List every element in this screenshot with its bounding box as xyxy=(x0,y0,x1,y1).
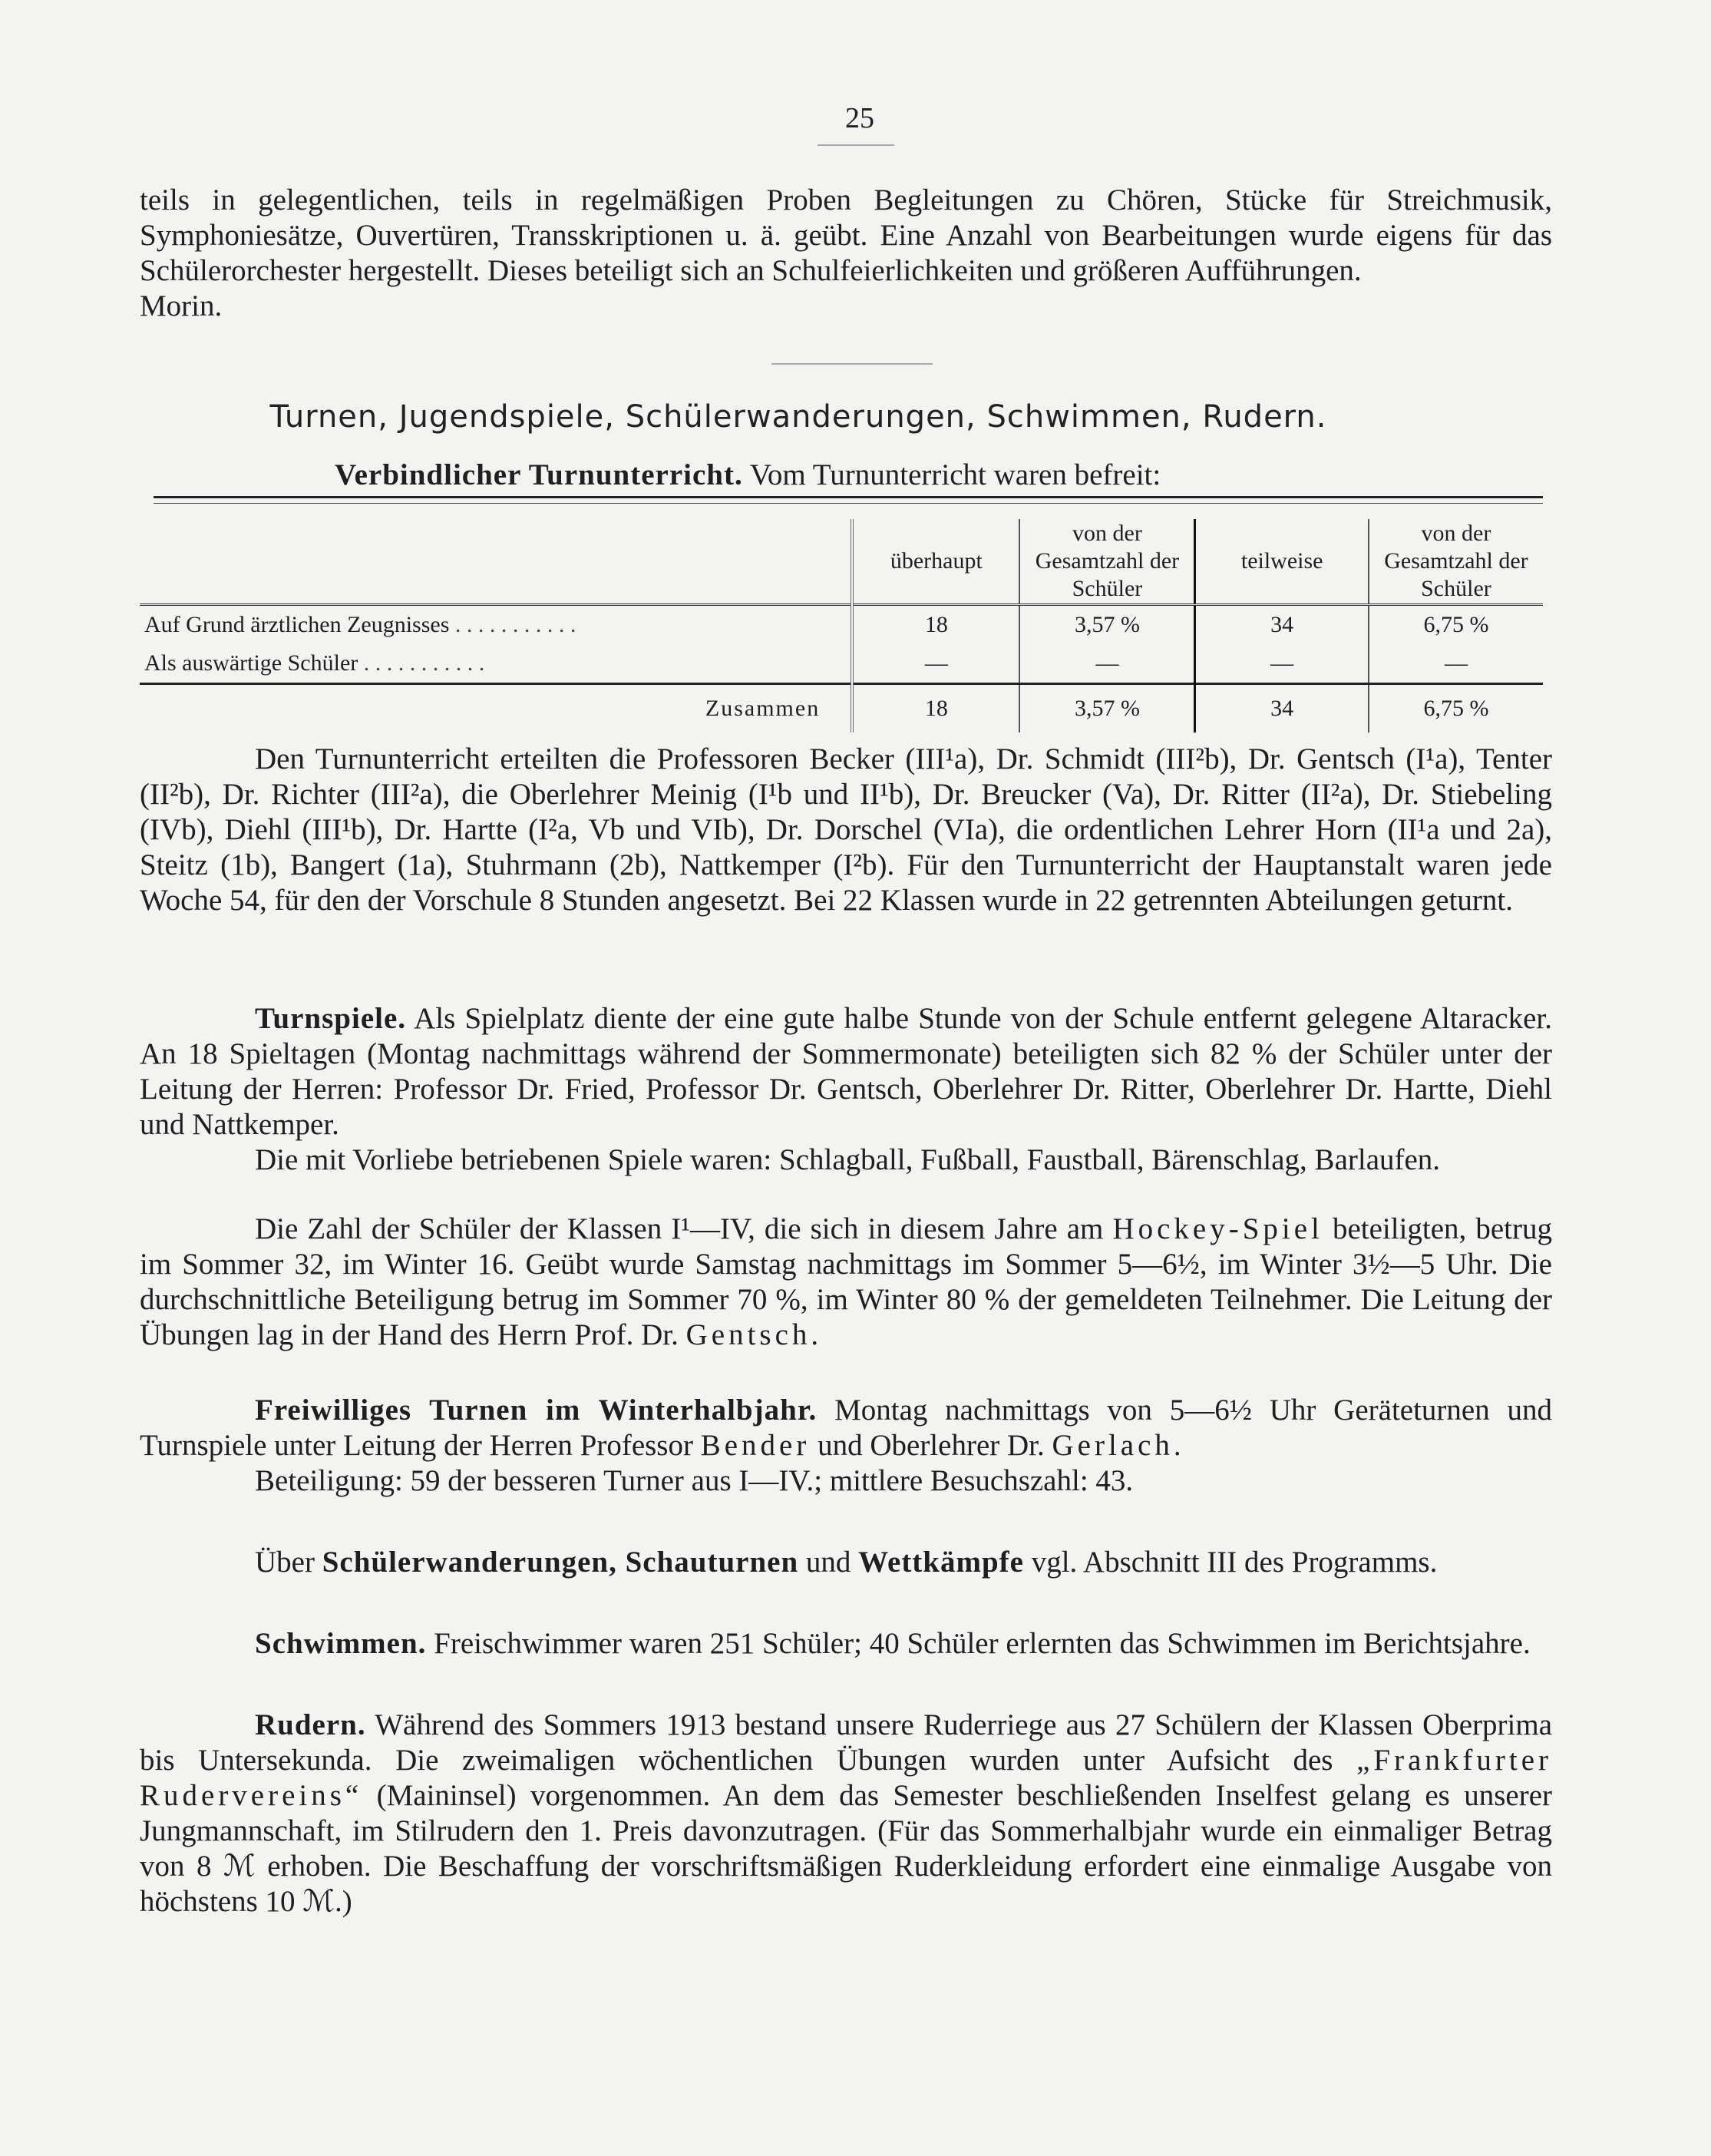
mandatory-text: Vom Turnunterricht waren befreit: xyxy=(749,458,1161,491)
table-total-row xyxy=(140,684,1543,733)
row-club: „Frankfurter Rudervereins“ xyxy=(140,1744,1552,1812)
hockey-term: Hockey-Spiel xyxy=(1112,1212,1323,1245)
voluntary-bender: Bender xyxy=(700,1429,811,1462)
table-cell: 34 xyxy=(1195,684,1369,733)
table-header-label xyxy=(140,519,852,605)
games-paragraph xyxy=(140,1001,1552,1178)
table-row xyxy=(140,605,1543,645)
swim-text: Freischwimmer waren 251 Schüler; 40 Schüler erlernten das Schwimmen im Berichtsjahre. xyxy=(434,1627,1531,1660)
table-row-label: Als auswärtige Schüler . . . xyxy=(140,644,852,684)
row-text-b: (Maininsel) vorgenommen. An dem das Semester beschließenden Inselfest gelang es unserer Jungmannschaft, im Stilrudern den 1. Preis davonzutragen. (Für das Sommerhalbjahr wurde ein einmaliger Betrag von 8 ℳ erhoben. Die Beschaffung der vorschriftsmäßigen Ruderkleidung erfordert eine einmalige Ausgabe von höchstens 10 ℳ.) xyxy=(140,1779,1552,1918)
swim-title: Schwimmen. xyxy=(255,1627,427,1660)
voluntary-participation: Beteiligung: 59 der besseren Turner aus I—IV.; mittlere Besuchszahl: 43. xyxy=(255,1464,1134,1497)
voluntary-text-b: und Oberlehrer Dr. xyxy=(818,1429,1045,1462)
hockey-paragraph xyxy=(140,1212,1552,1353)
hockey-text-b: beteiligten, betrug im Sommer 32, im Winter 16. Geübt wurde Samstag nachmittags im Sommer 5—6½, im Winter 3½—5 Uhr. Die durchschnittliche Beteiligung betrug im Sommer 70 %, im Winter 80 % der gemeldeten Teilnehmer. Die Leitung der Übungen lag in der Hand des Herrn Prof. Dr. xyxy=(140,1212,1552,1351)
table-cell: — xyxy=(1019,644,1195,684)
table-cell: 34 xyxy=(1195,605,1369,645)
table-cell: 3,57 % xyxy=(1019,605,1195,645)
wander-mid: und xyxy=(805,1546,851,1579)
table-cell: — xyxy=(1369,644,1543,684)
hockey-leader: Gentsch. xyxy=(685,1318,823,1351)
table-header-share-2: von der Gesamtzahl der Schüler xyxy=(1369,519,1543,605)
table-header-row xyxy=(140,519,1543,605)
table-top-rule xyxy=(154,496,1543,498)
mandatory-heading xyxy=(154,458,1535,492)
row-title: Rudern. xyxy=(255,1708,366,1741)
wander-post: vgl. Abschnitt III des Programms. xyxy=(1031,1546,1438,1579)
wander-title-2: Wettkämpfe xyxy=(858,1546,1024,1579)
row-text-a: Während des Sommers 1913 bestand unsere Ruderriege aus 27 Schülern der Klassen Oberprima bis Untersekunda. Die zweimaligen wöchentlichen Übungen wurden unter Aufsicht des xyxy=(140,1708,1552,1777)
mandatory-title: Verbindlicher Turnunterricht. xyxy=(335,458,743,491)
page-number-rule xyxy=(818,144,894,146)
voluntary-paragraph xyxy=(140,1393,1552,1499)
table-cell: 3,57 % xyxy=(1019,684,1195,733)
table-cell: — xyxy=(852,644,1019,684)
voluntary-text-a: Montag nachmittags von 5—6½ Uhr Geräteturnen und Turnspiele unter Leitung der Herren Professor xyxy=(140,1394,1553,1462)
table-cell: 18 xyxy=(852,605,1019,645)
teachers-text: Den Turnunterricht erteilten die Professoren Becker (III¹a), Dr. Schmidt (III²b), Dr. Gentsch (I¹a), Tenter (II²b), Dr. Richter (III²a), die Oberlehrer Meinig (I¹b und II¹b), Dr. Breucker (Va), Dr. Ritter (II²a), Dr. Stiebeling (IVb), Diehl (III¹b), Dr. Hartte (I²a, Vb und VIb), Dr. Dorschel (VIa), die ordentlichen Lehrer Horn (II¹a und 2a), Steitz (1b), Bangert (1a), Stuhrmann (2b), Nattkemper (I²b). Für den Turnunterricht der Hauptanstalt waren jede Woche 54, für den der Vorschule 8 Stunden angesetzt. Bei 22 Klassen wurde in 22 getrennten Abteilungen geturnt. xyxy=(140,742,1552,917)
teachers-paragraph xyxy=(140,742,1552,918)
table-header-partial: teilweise xyxy=(1195,519,1369,605)
exemption-table xyxy=(140,519,1543,732)
intro-paragraph xyxy=(140,183,1552,324)
table-row-label: Auf Grund ärztlichen Zeugnisses . . . xyxy=(140,605,852,645)
table-row xyxy=(140,644,1543,684)
games-text-2: Die mit Vorliebe betriebenen Spiele waren: Schlagball, Fußball, Faustball, Bärenschlag, Barlaufen. xyxy=(255,1143,1441,1176)
table-cell: 18 xyxy=(852,684,1019,733)
page-number: 25 xyxy=(845,102,874,134)
wander-title: Schülerwanderungen, Schauturnen xyxy=(322,1546,799,1579)
games-title: Turnspiele. xyxy=(255,1002,407,1035)
voluntary-title: Freiwilliges Turnen im Winterhalbjahr. xyxy=(255,1394,818,1427)
intro-text: teils in gelegentlichen, teils in regelmäßigen Proben Begleitungen zu Chören, Stücke für Streichmusik, Symphoniesätze, Ouvertüren, Transskriptionen u. ä. geübt. Eine Anzahl von Bearbeitungen wurde eigens für das Schülerorchester hergestellt. Dieses beteiligt sich an Schulfeierlichkeiten und größeren Aufführungen. xyxy=(140,184,1552,287)
swim-paragraph xyxy=(140,1626,1552,1662)
row-paragraph xyxy=(140,1708,1552,1920)
wander-pre: Über xyxy=(255,1546,315,1579)
table-total-label: Zusammen xyxy=(140,684,852,733)
table-header-share-1: von der Gesamtzahl der Schüler xyxy=(1019,519,1195,605)
section-divider xyxy=(771,363,933,365)
table-header-overall: überhaupt xyxy=(852,519,1019,605)
hockey-text-a: Die Zahl der Schüler der Klassen I¹—IV, die sich in diesem Jahre am xyxy=(255,1212,1104,1245)
section-heading: Turnen, Jugendspiele, Schülerwanderungen, Schwimmen, Rudern. xyxy=(269,399,1327,435)
table-top-rule-thin xyxy=(154,503,1543,504)
table-cell: — xyxy=(1195,644,1369,684)
intro-signature: Morin. xyxy=(140,289,223,322)
table-cell: 6,75 % xyxy=(1369,684,1543,733)
games-text: Als Spielplatz diente der eine gute halbe Stunde von der Schule entfernt gelegene Altaracker. An 18 Spieltagen (Montag nachmittags während der Sommermonate) beteiligten sich 82 % der Schüler unter der Leitung der Herren: Professor Dr. Fried, Professor Dr. Gentsch, Oberlehrer Dr. Ritter, Oberlehrer Dr. Hartte, Diehl und Nattkemper. xyxy=(140,1002,1552,1141)
voluntary-gerlach: Gerlach. xyxy=(1052,1429,1185,1462)
table-cell: 6,75 % xyxy=(1369,605,1543,645)
wander-paragraph xyxy=(140,1545,1552,1580)
